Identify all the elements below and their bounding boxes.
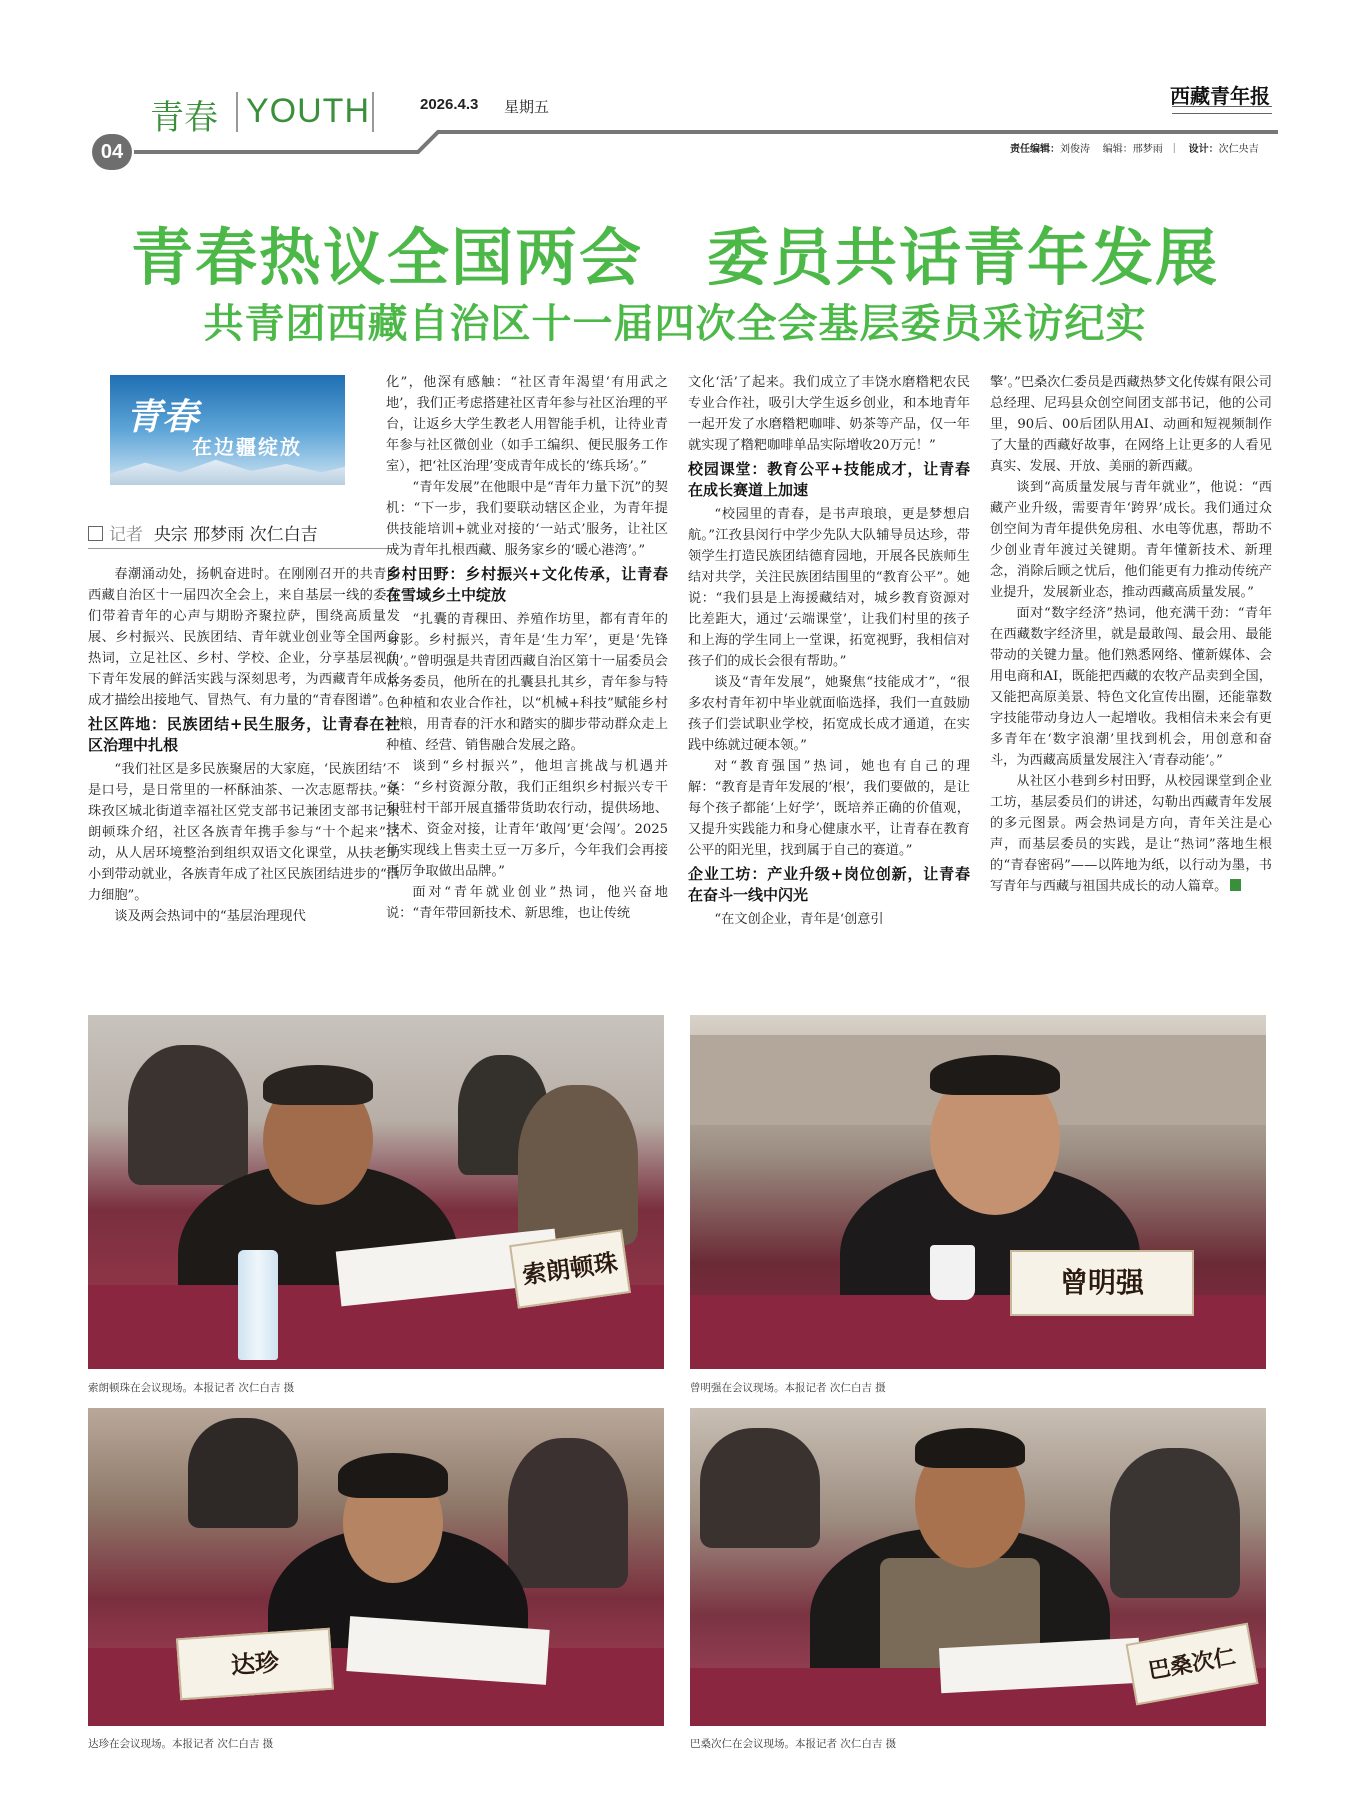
byline: [88, 520, 318, 545]
photo-4: [690, 1408, 1266, 1726]
paper-name: 西藏青年报: [1170, 84, 1270, 108]
column-banner: [110, 375, 345, 485]
paragraph: “我们社区是多民族聚居的大家庭，‘民族团结’不是口号，是日常里的一杯酥油茶、一次志愿帮扶。”桑珠孜区城北街道幸福社区党支部书记兼团支部书记索朗顿珠介绍，社区各族青年携手参与“十个起来”活动，从人居环境整治到组织双语文化课堂，从扶老助小到带动就业，各族青年成了社区民族团结进步的“活力细胞”。: [88, 762, 400, 903]
pen-icon: [88, 526, 103, 541]
issue-weekday: 星期五: [504, 98, 550, 116]
byline-rule: [88, 548, 400, 549]
end-mark-icon: [1230, 879, 1241, 891]
photo-caption: 索朗顿珠在会议现场。本报记者 次仁白吉 摄: [88, 1382, 295, 1394]
editor-name: 次仁央吉: [1218, 144, 1259, 155]
paragraph: 谈到“乡村振兴”，他坦言挑战与机遇并存：“乡村资源分散，我们正组织乡村振兴专干和驻村干部开展直播带货助农行动，提供场地、技术、资金对接，让青年‘敢闯’更‘会闯’。2025年实现线上售卖土豆一万多斤，今年我们会再接再厉争取做出品牌。”: [386, 759, 668, 879]
nameplate: 索朗顿珠: [509, 1229, 631, 1308]
section-title-en: YOUTH: [246, 92, 370, 130]
paragraph: “在文创企业，青年是‘创意引: [714, 912, 884, 927]
photo-3: [88, 1408, 664, 1726]
issue-date: 2026.4.3: [420, 96, 479, 113]
article-column-4: [990, 372, 1272, 1007]
photo-1: [88, 1015, 664, 1369]
paragraph: 对“教育强国”热词，她也有自己的理解：“教育是青年发展的‘根’，我们要做的，是让每个孩子都能‘上好学’，既培养正确的价值观，又提升实践能力和身心健康水平，让青春在教育公平的阳光里，找到属于自己的赛道。”: [688, 759, 970, 858]
editor-label: 设计：: [1188, 144, 1219, 155]
paragraph: “扎囊的青稞田、养殖作坊里，都有青年的身影。乡村振兴，青年是‘生力军’，更是‘先锋队’。”曾明强是共青团西藏自治区第十一届委员会常务委员，他所在的扎囊县扎其乡，青年参与特色种植和农业合作社，以“机械+科技”赋能乡村种粮，用青春的汗水和踏实的脚步带动群众走上种植、经营、销售融合发展之路。: [386, 612, 668, 753]
nameplate: 曾明强: [1010, 1250, 1194, 1316]
byline-label: 记者: [109, 525, 143, 545]
article-column-3: [688, 372, 970, 1007]
column-banner-line1: 青春: [126, 396, 199, 438]
article-column-2: [386, 372, 668, 1007]
editor-label: 责任编辑：: [1010, 144, 1060, 155]
photo-caption: 巴桑次仁在会议现场。本报记者 次仁白吉 摄: [690, 1738, 897, 1750]
nameplate: 巴桑次仁: [1126, 1623, 1259, 1706]
byline-names: 央宗 邢梦雨 次仁白吉: [153, 525, 318, 545]
paragraph: “青年发展”在他眼中是“青年力量下沉”的契机：“下一步，我们要联动辖区企业，为青年提供技能培训+就业对接的‘一站式’服务，让社区成为青年扎根西藏、服务家乡的‘暖心港湾’。”: [386, 480, 668, 558]
editor-name: 刘俊涛: [1060, 144, 1090, 155]
paragraph: 春潮涌动处，扬帆奋进时。在刚刚召开的共青团西藏自治区十一届四次全会上，来自基层一线的委员们带着青年的心声与期盼齐聚拉萨，围绕高质量发展、乡村振兴、民族团结、青年就业创业等全国两会热词，立足社区、乡村、学校、企业，分享基层视角下青年发展的鲜活实践与深刻思考，为西藏青年成长成才描绘出接地气、冒热气、有力量的“青春图谱”。: [88, 567, 400, 708]
paragraph: 谈及“青年发展”，她聚焦“技能成才”，“很多农村青年初中毕业就面临选择，我们一直鼓励孩子们尝试职业学校，拓宽成长成才通道，在实践中练就过硬本领。”: [688, 675, 970, 753]
photo-caption: 曾明强在会议现场。本报记者 次仁白吉 摄: [690, 1382, 886, 1394]
editor-credits: 责任编辑：刘俊涛 编辑：邢梦雨 ｜ 设计：次仁央吉: [1010, 144, 1259, 155]
paragraph: 擎’。”巴桑次仁委员是西藏热梦文化传媒有限公司总经理、尼玛县众创空间团支部书记，他的公司里，90后、00后团队用AI、动画和短视频制作了大量的西藏好故事，在网络上让更多的人看见真实、发展、开放、美丽的新西藏。: [990, 375, 1272, 474]
page-number-badge: 04: [92, 134, 132, 170]
subheading: 乡村田野：乡村振兴+文化传承，让青春在雪域乡土中绽放: [386, 565, 668, 604]
paper-name-underline: [1172, 106, 1272, 114]
paragraph: 谈及两会热词中的“基层治理现代: [114, 909, 306, 924]
paragraph: 谈到“高质量发展与青年就业”，他说：“西藏产业升级，需要青年‘跨界’成长。我们通过众创空间为青年提供免房租、水电等优惠，帮助不少创业青年渡过关键期。青年懂新技术、新理念，消除后顾之忧后，他们能更有力推动传统产业提升，发展新业态，推动西藏高质量发展。”: [990, 480, 1272, 600]
paragraph: 文化‘活’了起来。我们成立了丰饶水磨糌粑农民专业合作社，吸引大学生返乡创业，和本地青年一起开发了水磨糌粑咖啡、奶茶等产品，仅一年就实现了糌粑咖啡单品实际增收20万元！”: [688, 375, 970, 453]
sub-headline: 共青团西藏自治区十一届四次全会基层委员采访纪实: [203, 300, 1147, 347]
column-banner-line2: 在边疆绽放: [192, 435, 302, 459]
subheading: 企业工坊：产业升级+岗位创新，让青春在奋斗一线中闪光: [688, 865, 970, 904]
subheading: 校园课堂：教育公平+技能成才，让青春在成长赛道上加速: [688, 460, 970, 499]
paragraph: 化”，他深有感触：“社区青年渴望‘有用武之地’，我们正考虑搭建社区青年参与社区治理的平台，让返乡大学生教老人用智能手机，让待业青年参与社区微创业（如手工编织、便民服务工作室），把‘社区治理’变成青年成长的‘练兵场’。”: [386, 375, 668, 474]
photo-caption: 达珍在会议现场。本报记者 次仁白吉 摄: [88, 1738, 274, 1750]
section-title-cn: 青春: [150, 98, 218, 138]
editor-label: 编辑：: [1102, 144, 1133, 155]
headline: 青春热议全国两会 委员共话青年发展: [130, 221, 1219, 294]
editor-name: 邢梦雨: [1132, 144, 1163, 155]
paragraph: 从社区小巷到乡村田野，从校园课堂到企业工坊，基层委员们的讲述，勾勒出西藏青年发展的多元图景。两会热词是方向，青年关注是心声，而基层委员的实践，是让“热词”落地生根的“青春密码”——以阵地为纸，以行动为墨，书写青年与西藏与祖国共成长的动人篇章。: [990, 774, 1272, 894]
nameplate: 达珍: [176, 1628, 334, 1701]
paragraph: “校园里的青春，是书声琅琅，更是梦想启航。”江孜县闵行中学少先队大队辅导员达珍，带领学生打造民族团结德育园地，开展各民族师生结对共学，关注民族团结围里的“教育公平”。她说：“我们县是上海援藏结对，城乡教育资源对比差距大，通过‘云端课堂’，让我们村里的孩子和上海的学生同上一堂课，拓宽视野，我相信对孩子们的成长会很有帮助。”: [688, 507, 970, 669]
mountain-graphic: [110, 457, 345, 485]
paragraph: 面对“青年就业创业”热词，他兴奋地说：“青年带回新技术、新思维，也让传统: [386, 885, 668, 921]
paragraph: 面对“数字经济”热词，他充满干劲：“青年在西藏数字经济里，就是最敢闯、最会用、最能带动的关键力量。他们熟悉网络、懂新媒体、会用电商和AI，既能把西藏的农牧产品卖到全国，又能把高原美景、特色文化宣传出圈，还能靠数字技能带动身边人一起增收。我相信未来会有更多青年在‘数字浪潮’里找到机会，用创意和奋斗，为西藏高质量发展注入‘青春动能’。”: [990, 606, 1272, 768]
photo-2: [690, 1015, 1266, 1369]
article-column-1: [88, 564, 400, 1010]
subheading: 社区阵地：民族团结+民生服务，让青春在社区治理中扎根: [88, 715, 400, 754]
